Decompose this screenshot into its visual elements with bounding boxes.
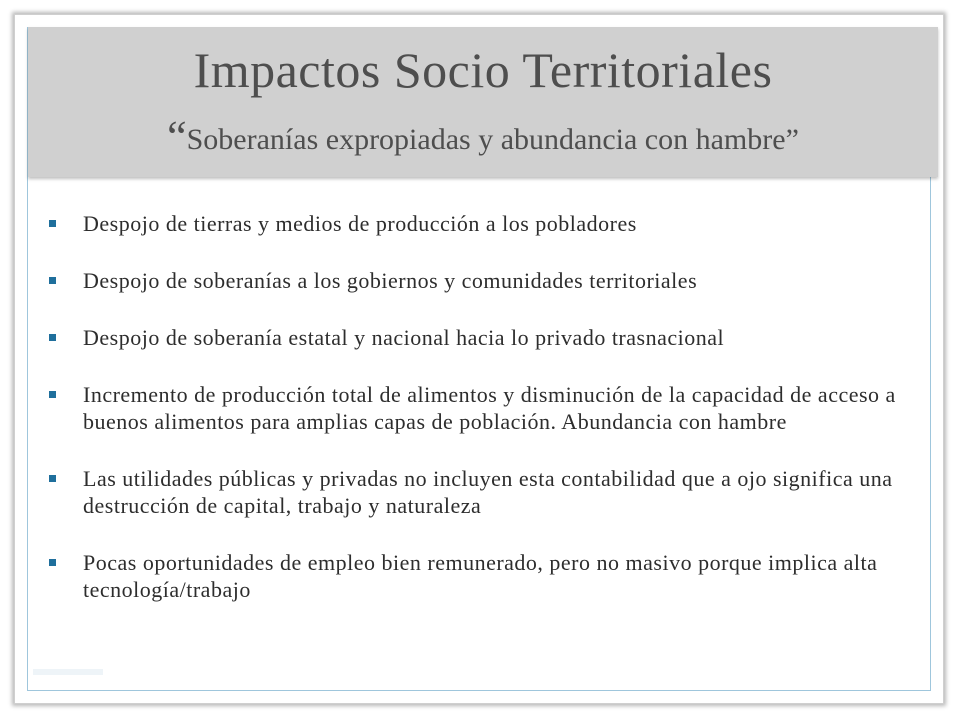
bullet-text: Despojo de soberanía estatal y nacional hacia lo privado trasnacional — [83, 325, 725, 350]
bullet-text: Despojo de tierras y medios de producción a los pobladores — [83, 211, 637, 236]
square-bullet-icon — [49, 559, 56, 566]
square-bullet-icon — [49, 391, 56, 398]
bullet-item — [45, 381, 935, 435]
slide-subtitle — [28, 111, 938, 162]
square-bullet-icon — [49, 277, 56, 284]
slide-frame — [14, 14, 944, 704]
bullet-item — [45, 465, 935, 519]
slide-title: Impactos Socio Territoriales — [193, 42, 773, 98]
title-band — [28, 27, 938, 177]
square-bullet-icon — [49, 220, 56, 227]
bullet-item — [45, 267, 935, 294]
square-bullet-icon — [49, 475, 56, 482]
bullet-item — [45, 324, 935, 351]
footer-accent — [33, 669, 103, 675]
subtitle-open-quote: “ — [167, 112, 187, 161]
bullet-text: Incremento de producción total de alimentos y disminución de la capacidad de acceso a buenos alimentos para amplias capas de población. Abundancia con hambre — [83, 382, 896, 434]
bullet-item — [45, 549, 935, 603]
subtitle-text: Soberanías expropiadas y abundancia con hambre” — [186, 123, 799, 156]
bullet-text: Pocas oportunidades de empleo bien remunerado, pero no masivo porque implica alta tecnología/trabajo — [83, 550, 878, 602]
square-bullet-icon — [49, 334, 56, 341]
bullet-item — [45, 210, 935, 237]
bullet-text: Despojo de soberanías a los gobiernos y comunidades territoriales — [83, 268, 698, 293]
bullet-text: Las utilidades públicas y privadas no incluyen esta contabilidad que a ojo significa una destrucción de capital, trabajo y naturaleza — [83, 466, 893, 518]
bullet-list — [45, 210, 935, 633]
